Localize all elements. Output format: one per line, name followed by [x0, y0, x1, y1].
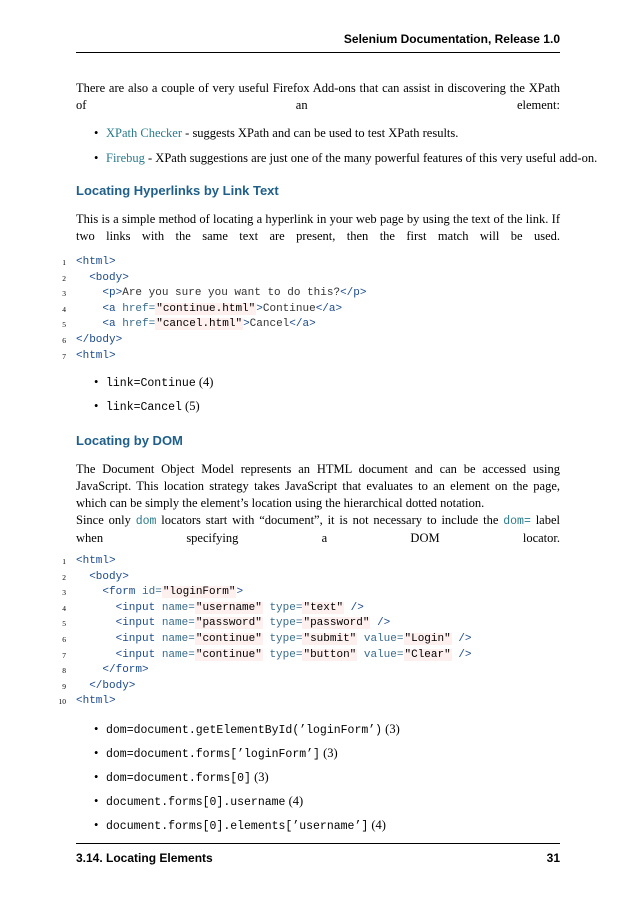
code-line [40, 663, 580, 679]
bullet-text: (4) [368, 818, 386, 832]
bullet-text: - suggests XPath and can be used to test XPath results. [182, 126, 459, 140]
locator-code: dom=document.getElementById(’loginForm’) [106, 724, 383, 737]
code-token-tag: </body> [89, 679, 136, 692]
code-line [40, 554, 580, 570]
code-token-str: "submit" [303, 632, 357, 645]
code-text [76, 679, 135, 695]
page-number: 31 [546, 851, 560, 865]
line-number: 1 [62, 258, 66, 267]
code-token-tag: </form> [102, 664, 149, 677]
code-text [76, 333, 122, 349]
firebug-link[interactable]: Firebug [106, 151, 145, 165]
code-line [40, 616, 580, 632]
code-token-str: "text" [303, 601, 344, 614]
code-token-tag: <input [115, 648, 162, 661]
code-line [40, 333, 580, 349]
code-block-form [40, 554, 580, 710]
code-text [76, 585, 243, 601]
xpath-checker-link[interactable]: XPath Checker [106, 126, 183, 140]
section-title-link-text: Locating Hyperlinks by Link Text [76, 183, 279, 198]
line-number: 7 [62, 351, 66, 361]
code-token-tag: <html> [76, 349, 116, 362]
line-number: 3 [62, 289, 66, 299]
code-text [76, 286, 366, 302]
code-token-attr: href= [122, 318, 156, 331]
code-token-tag: <html> [76, 555, 116, 567]
code-line [40, 255, 580, 271]
bullet-link-continue [94, 374, 213, 392]
code-token-tag: > [236, 586, 244, 599]
code-token-tag: /> [344, 601, 364, 614]
bullet-text: - XPath suggestions are just one of the many powerful features of this very useful add-on. [144, 151, 598, 165]
code-text [76, 632, 472, 648]
code-token-tag: </a> [315, 302, 343, 315]
code-text [76, 694, 116, 710]
code-line [40, 585, 580, 601]
code-token-attr: name= [161, 648, 195, 661]
code-token-tag: <a [102, 318, 123, 331]
bullet-dot: • [94, 770, 99, 784]
code-token-attr: type= [262, 632, 303, 645]
line-number: 5 [62, 619, 66, 629]
code-token-str: "password" [303, 617, 370, 630]
line-number: 7 [62, 650, 66, 660]
line-number: 3 [62, 588, 66, 598]
bullet-link-cancel [94, 398, 200, 416]
bullet-dom-locator-4 [94, 793, 303, 811]
locator-code: dom=document.forms[’loginForm’] [106, 748, 320, 761]
locator-code: link=Continue [106, 377, 196, 390]
locator-code: document.forms[0].elements[’username’] [106, 820, 369, 833]
line-number: 5 [62, 320, 66, 330]
code-token-str: "Clear" [404, 648, 451, 661]
code-text [76, 255, 116, 271]
code-token-attr: name= [161, 617, 195, 630]
code-text [76, 302, 342, 318]
bullet-text: (4) [195, 375, 214, 389]
code-token-attr: value= [357, 648, 404, 661]
line-number: 8 [62, 666, 66, 676]
code-text [76, 663, 149, 679]
bullet-dot: • [94, 722, 99, 736]
code-token-tag: </a> [289, 318, 316, 331]
code-token-txt: Cancel [249, 318, 290, 331]
code-text [76, 648, 472, 664]
locator-code: link=Cancel [106, 401, 182, 414]
line-number: 6 [62, 335, 66, 345]
code-token-attr: type= [262, 617, 303, 630]
code-token-tag: <p> [102, 287, 123, 300]
line-number: 6 [62, 634, 66, 644]
code-line [40, 601, 580, 617]
code-line [40, 570, 580, 586]
inline-code-dom-prefix: dom= [503, 515, 531, 528]
code-line [40, 632, 580, 648]
code-token-attr: value= [357, 632, 404, 645]
bullet-dot: • [94, 818, 99, 832]
code-line [40, 694, 580, 710]
line-number: 2 [62, 273, 66, 283]
header-rule [76, 52, 560, 53]
bullet-dot: • [94, 151, 99, 165]
code-token-tag: /> [451, 648, 472, 661]
text-fragment: locators start with “document”, it is not necessary to include the [156, 513, 504, 527]
bullet-dom-locator-2 [94, 745, 338, 763]
code-token-str: "loginForm" [162, 586, 236, 599]
code-token-str: "cancel.html" [156, 318, 243, 331]
line-number: 9 [62, 681, 66, 691]
code-token-tag: /> [370, 617, 391, 630]
code-token-attr: type= [262, 601, 303, 614]
code-token-tag: <html> [76, 256, 116, 268]
code-token-tag: <input [115, 617, 162, 630]
code-token-tag: <a [102, 302, 123, 315]
bullet-text: (5) [181, 399, 200, 413]
bullet-dot: • [94, 794, 99, 808]
footer-section-name: 3.14. Locating Elements [76, 851, 213, 865]
code-token-tag: <form [102, 586, 143, 599]
code-token-str: "continue" [195, 648, 262, 661]
dom-paragraph: The Document Object Model represents an HTML document and can be accessed using JavaScript. This location strategy takes JavaScript that evaluates to an element on the page, which can be simply the element’s location using the hierarchical dotted notation. [76, 462, 560, 510]
bullet-dot: • [94, 746, 99, 760]
line-number: 4 [62, 304, 66, 314]
intro-paragraph: There are also a couple of very useful Firefox Add-ons that can assist in discovering the XPath of an element: [76, 81, 560, 112]
code-token-str: "continue" [195, 632, 262, 645]
code-token-tag: <html> [76, 695, 116, 708]
code-token-tag: /> [451, 632, 472, 645]
bullet-dot: • [94, 126, 99, 140]
bullet-text: (3) [250, 770, 269, 784]
bullet-dot: • [94, 375, 99, 389]
code-line [40, 271, 580, 287]
bullet-dom-locator-1 [94, 721, 400, 739]
bullet-xpath-checker [94, 125, 458, 142]
code-token-tag: > [243, 318, 250, 331]
bullet-dom-locator-5 [94, 817, 386, 835]
code-block-links [40, 255, 580, 364]
inline-code-dom: dom [135, 515, 157, 528]
code-token-tag: > [256, 302, 263, 315]
code-token-tag: <input [115, 632, 162, 645]
footer-rule [76, 843, 560, 844]
link-text-paragraph: This is a simple method of locating a hyperlink in your web page by using the text of the link. If two links with the same text are present, then the first match will be used. [76, 212, 560, 243]
code-token-attr: type= [262, 648, 303, 661]
code-token-str: "Login" [404, 632, 451, 645]
bullet-text: (3) [382, 722, 400, 736]
code-token-tag: <input [115, 601, 162, 614]
code-token-attr: name= [161, 601, 195, 614]
code-token-txt: Are you sure you want to do this? [122, 287, 341, 300]
text-fragment: label when specifying a DOM locator. [76, 513, 560, 545]
code-text [76, 271, 129, 287]
code-token-str: "password" [195, 617, 262, 630]
line-number: 10 [58, 697, 66, 707]
locator-code: document.forms[0].username [106, 796, 286, 809]
code-token-attr: name= [161, 632, 195, 645]
code-token-tag: </p> [340, 287, 367, 300]
code-token-attr: id= [142, 586, 162, 599]
bullet-text: (4) [285, 794, 304, 808]
section-title-dom: Locating by DOM [76, 433, 183, 448]
code-token-tag: <body> [89, 570, 129, 583]
code-text [76, 601, 364, 617]
code-line [40, 679, 580, 695]
code-token-tag: </body> [76, 333, 123, 346]
code-line [40, 349, 580, 365]
running-header: Selenium Documentation, Release 1.0 [343, 32, 560, 46]
code-text [76, 616, 390, 632]
code-line [40, 286, 580, 302]
code-text [76, 570, 129, 586]
code-line [40, 302, 580, 318]
code-line [40, 317, 580, 333]
bullet-firebug [94, 150, 597, 167]
bullet-dot: • [94, 399, 99, 413]
code-token-attr: href= [122, 302, 156, 315]
code-text [76, 317, 316, 333]
line-number: 4 [62, 603, 66, 613]
line-number: 2 [62, 572, 66, 582]
text-fragment: Since only [76, 513, 136, 527]
line-number: 1 [62, 557, 66, 566]
dom-locator-paragraph [76, 512, 560, 547]
bullet-text: (3) [319, 746, 338, 760]
code-token-tag: <body> [89, 271, 129, 284]
code-line [40, 648, 580, 664]
locator-code: dom=document.forms[0] [106, 772, 251, 785]
code-token-str: "button" [303, 648, 357, 661]
code-token-str: "continue.html" [156, 302, 256, 315]
code-text [76, 554, 116, 570]
code-text [76, 349, 116, 365]
code-token-txt: Continue [262, 302, 316, 315]
code-token-str: "username" [195, 601, 262, 614]
bullet-dom-locator-3 [94, 769, 269, 787]
